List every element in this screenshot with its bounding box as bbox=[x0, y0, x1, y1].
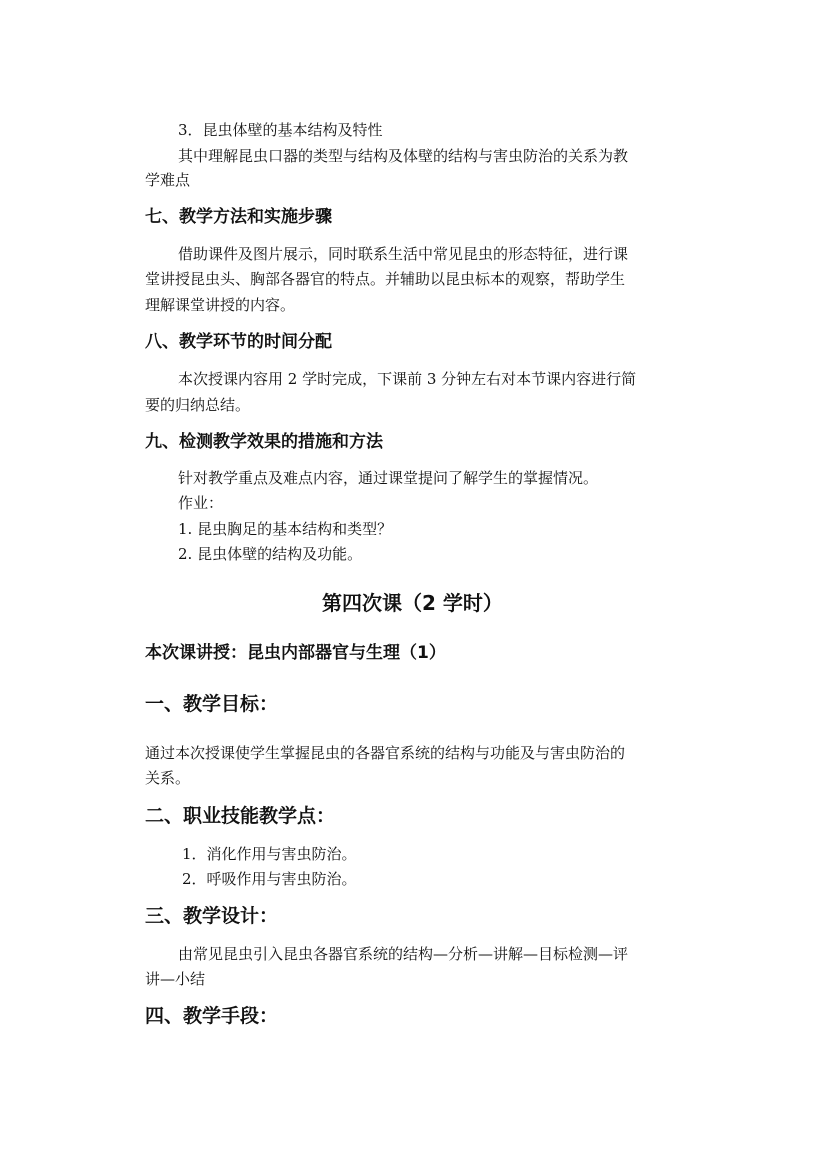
lesson-title: 第四次课（2 学时） bbox=[322, 591, 503, 615]
paragraph-line: 由常见昆虫引入昆虫各器官系统的结构—分析—讲解—目标检测—评 bbox=[178, 945, 629, 963]
paragraph-line: 理解课堂讲授的内容。 bbox=[145, 296, 296, 314]
paragraph-line: 学难点 bbox=[145, 171, 191, 189]
paragraph-line: 针对教学重点及难点内容，通过课堂提问了解学生的掌握情况。 bbox=[178, 469, 599, 487]
lesson-topic: 本次课讲授：昆虫内部器官与生理（1） bbox=[145, 643, 446, 663]
list-item: 2．呼吸作用与害虫防治。 bbox=[182, 870, 357, 888]
list-item: 2. 昆虫体壁的结构及功能。 bbox=[178, 545, 363, 563]
paragraph-line: 要的归纳总结。 bbox=[145, 396, 251, 414]
paragraph-line: 讲—小结 bbox=[145, 970, 206, 988]
section-heading: 三、教学设计： bbox=[145, 905, 279, 927]
section-heading: 九、检测教学效果的措施和方法 bbox=[145, 432, 383, 452]
paragraph-line: 通过本次授课使学生掌握昆虫的各器官系统的结构与功能及与害虫防治的 bbox=[145, 744, 626, 762]
list-item: 1．消化作用与害虫防治。 bbox=[182, 845, 357, 863]
section-heading: 八、教学环节的时间分配 bbox=[145, 332, 332, 352]
paragraph-line: 堂讲授昆虫头、胸部各器官的特点。并辅助以昆虫标本的观察，帮助学生 bbox=[145, 270, 626, 288]
section-heading: 二、职业技能教学点： bbox=[145, 805, 336, 827]
paragraph-line: 借助课件及图片展示，同时联系生活中常见昆虫的形态特征，进行课 bbox=[178, 245, 629, 263]
list-item: 1. 昆虫胸足的基本结构和类型？ bbox=[178, 520, 393, 538]
section-heading: 一、教学目标： bbox=[145, 693, 279, 715]
section-heading: 七、教学方法和实施步骤 bbox=[145, 207, 332, 227]
homework-label: 作业： bbox=[178, 494, 224, 512]
paragraph-line: 关系。 bbox=[145, 769, 191, 787]
list-item: 3．昆虫体壁的基本结构及特性 bbox=[178, 121, 383, 139]
paragraph-line: 本次授课内容用 2 学时完成，下课前 3 分钟左右对本节课内容进行简 bbox=[178, 370, 637, 388]
paragraph-line: 其中理解昆虫口器的类型与结构及体壁的结构与害虫防治的关系为教 bbox=[178, 147, 629, 165]
section-heading: 四、教学手段： bbox=[145, 1005, 279, 1027]
